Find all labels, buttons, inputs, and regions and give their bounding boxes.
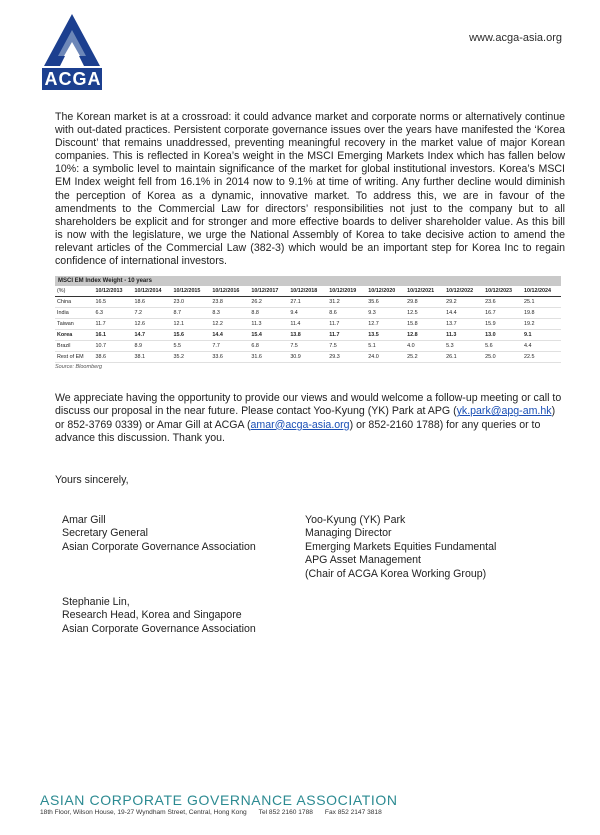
table-cell: Korea [55,330,94,341]
contact-text-3: ) or 852-2160 1788) for any queries or to advance this discussion. Thank you. [55,418,541,444]
contact-text-2: ) or 852-3769 0339) or Amar Gill at ACGA ( [55,405,556,431]
signatory-line: (Chair of ACGA Korea Working Group) [305,567,487,580]
table-cell: 11.3 [249,319,288,330]
table-cell: 5.1 [366,341,405,352]
table-cell: 15.8 [405,319,444,330]
table-cell: 8.6 [327,308,366,319]
table-cell: 22.5 [522,352,561,363]
table-cell: 19.2 [522,319,561,330]
table-cell: 23.8 [210,297,249,308]
table-cell: 26.1 [444,352,483,363]
table-cell: 24.0 [366,352,405,363]
table-header-cell: 10/12/2020 [366,286,405,297]
table-header-cell: 10/12/2024 [522,286,561,297]
table-cell: 30.9 [288,352,327,363]
table-cell: 14.4 [210,330,249,341]
table-cell: 38.1 [133,352,172,363]
signatory-line: Secretary General [62,527,148,540]
table-row [55,352,561,363]
table-cell: 11.4 [288,319,327,330]
table-cell: 25.1 [522,297,561,308]
table-cell: 7.5 [327,341,366,352]
table-cell: Taiwan [55,319,94,330]
table-cell: 31.6 [249,352,288,363]
table-cell: 7.5 [288,341,327,352]
website-url[interactable]: www.acga-asia.org [469,32,562,44]
table-cell: 12.6 [133,319,172,330]
table-cell: 13.8 [288,330,327,341]
table-cell: 19.8 [522,308,561,319]
table-cell: 11.7 [327,319,366,330]
table-cell: 33.6 [210,352,249,363]
table-cell: 10.7 [94,341,133,352]
table-cell: 12.7 [366,319,405,330]
table-cell: 29.8 [405,297,444,308]
table-cell: 11.3 [444,330,483,341]
table-cell: 8.9 [133,341,172,352]
signatory-line: Research Head, Korea and Singapore [62,609,242,622]
table-cell: 18.6 [133,297,172,308]
signatory-line: Amar Gill [62,514,106,526]
signatory-yk-park [305,514,496,581]
table-cell: 29.3 [327,352,366,363]
table-header-cell: (%) [55,286,94,297]
table-cell: 25.0 [483,352,522,363]
table-cell: 13.5 [366,330,405,341]
table-cell: 5.5 [171,341,210,352]
table-cell: 5.3 [444,341,483,352]
table-cell: 23.6 [483,297,522,308]
table-cell: 4.0 [405,341,444,352]
table-header-cell: 10/12/2015 [171,286,210,297]
table-row [55,297,561,308]
table-cell: 7.7 [210,341,249,352]
table-row [55,319,561,330]
table-cell: 11.7 [327,330,366,341]
footer-tel: Tel 852 2160 1788 [258,809,313,816]
signatory-line: APG Asset Management [305,554,422,567]
signatory-stephanie-lin [62,596,256,636]
footer-street: 18th Floor, Wilson House, 19-27 Wyndham Street, Central, Hong Kong [40,809,247,816]
email-link-yk-park[interactable]: yk.park@apg-am.hk [456,405,552,418]
footer-address [40,809,394,816]
table-cell: 38.6 [94,352,133,363]
table-cell: 35.6 [366,297,405,308]
contact-text-1: We appreciate having the opportunity to provide our views and would welcome a follow-up meeting or call to discuss our proposal in the near future. Please contact Yoo-Kyung (YK) Park at APG ( [55,392,562,418]
table-cell: 26.2 [249,297,288,308]
table-cell: 15.9 [483,319,522,330]
email-link-amar[interactable]: amar@acga-asia.org [250,418,350,431]
table-cell: 23.0 [171,297,210,308]
table-cell: 31.2 [327,297,366,308]
footer-org-name: ASIAN CORPORATE GOVERNANCE ASSOCIATION [40,792,398,808]
signatory-amar-gill [62,514,256,554]
table-cell: Brazil [55,341,94,352]
footer-fax: Fax 852 2147 3818 [324,809,382,816]
table-row [55,341,561,352]
logo-text: ACGA [44,69,102,89]
table-cell: 29.2 [444,297,483,308]
table-cell: 35.2 [171,352,210,363]
table-header-cell: 10/12/2023 [483,286,522,297]
table-header-cell: 10/12/2022 [444,286,483,297]
table-cell: 12.5 [405,308,444,319]
table-source: Source: Bloomberg [55,364,103,370]
signatory-line: Asian Corporate Governance Association [62,540,256,553]
table-cell: 14.4 [444,308,483,319]
signatory-line: Yoo-Kyung (YK) Park [305,514,406,526]
table-cell: 11.7 [94,319,133,330]
closing-line: Yours sincerely, [55,474,129,486]
table-cell: 13.7 [444,319,483,330]
table-cell: 8.3 [210,308,249,319]
msci-weight-table [55,276,561,370]
table-cell: 12.8 [405,330,444,341]
signatory-line: Stephanie Lin, [62,596,130,608]
table-header-cell: 10/12/2013 [94,286,133,297]
signatory-line: Managing Director [305,527,392,540]
table-title: MSCI EM Index Weight - 10 years [55,276,561,286]
table-cell: 12.1 [171,319,210,330]
table-cell: Rest of EM [55,352,94,363]
table-cell: India [55,308,94,319]
table-cell: 27.1 [288,297,327,308]
signatory-line: Asian Corporate Governance Association [62,622,256,635]
table-cell: 7.2 [133,308,172,319]
table-cell: 5.6 [483,341,522,352]
table-cell: 16.7 [483,308,522,319]
signatory-line: Emerging Markets Equities Fundamental [305,540,497,553]
table-cell: 12.2 [210,319,249,330]
table-cell: China [55,297,94,308]
table-cell: 9.3 [366,308,405,319]
table-cell: 9.4 [288,308,327,319]
table-row [55,330,561,341]
table-row [55,308,561,319]
table-cell: 9.1 [522,330,561,341]
table-cell: 4.4 [522,341,561,352]
table-cell: 6.3 [94,308,133,319]
table-header-cell: 10/12/2016 [210,286,249,297]
table-cell: 13.0 [483,330,522,341]
table-cell: 16.1 [94,330,133,341]
table-cell: 15.6 [171,330,210,341]
table-cell: 14.7 [133,330,172,341]
table-header-row [55,286,561,297]
table-header-cell: 10/12/2014 [133,286,172,297]
table-cell: 16.5 [94,297,133,308]
table-cell: 25.2 [405,352,444,363]
table-header-cell: 10/12/2017 [249,286,288,297]
table-cell: 6.8 [249,341,288,352]
table-header-cell: 10/12/2021 [405,286,444,297]
table-cell: 8.8 [249,308,288,319]
table-cell: 15.4 [249,330,288,341]
table-cell: 8.7 [171,308,210,319]
table-header-cell: 10/12/2018 [288,286,327,297]
body-paragraph: The Korean market is at a crossroad: it could advance market and corporate norms or alternatively continue with out-dated practices. Persistent corporate governance issues over the years have manifested the ‘Korea Discount’ that remains unaddressed, preventing meaningful recovery in the market value of major Korean companies. This is reflected in Korea’s weight in the MSCI Emerging Markets Index which has fallen below 10%: a symbolic level to maintain significance of the market for global institutional investors. Korea’s MSCI EM Index weight fell from 16.1% in 2014 now to 9.1% at time of writing. Any further decline would diminish the perception of Korea as a dynamic, innovative market. To address this, we are in favour of the amendments to the Commercial Law for directors’ responsibilities not just to the company but to all shareholders be explicit and for stronger and more effective boards to deliver shareholder value. As this bill is now with the legislature, we urge the National Assembly of Korea to take decisive action to amend the relevant articles of the Commercial Law (382-3) which would be an important step for Korea Inc to regain confidence of international investors. [55,111,565,268]
contact-paragraph [55,392,565,445]
table-header-cell: 10/12/2019 [327,286,366,297]
